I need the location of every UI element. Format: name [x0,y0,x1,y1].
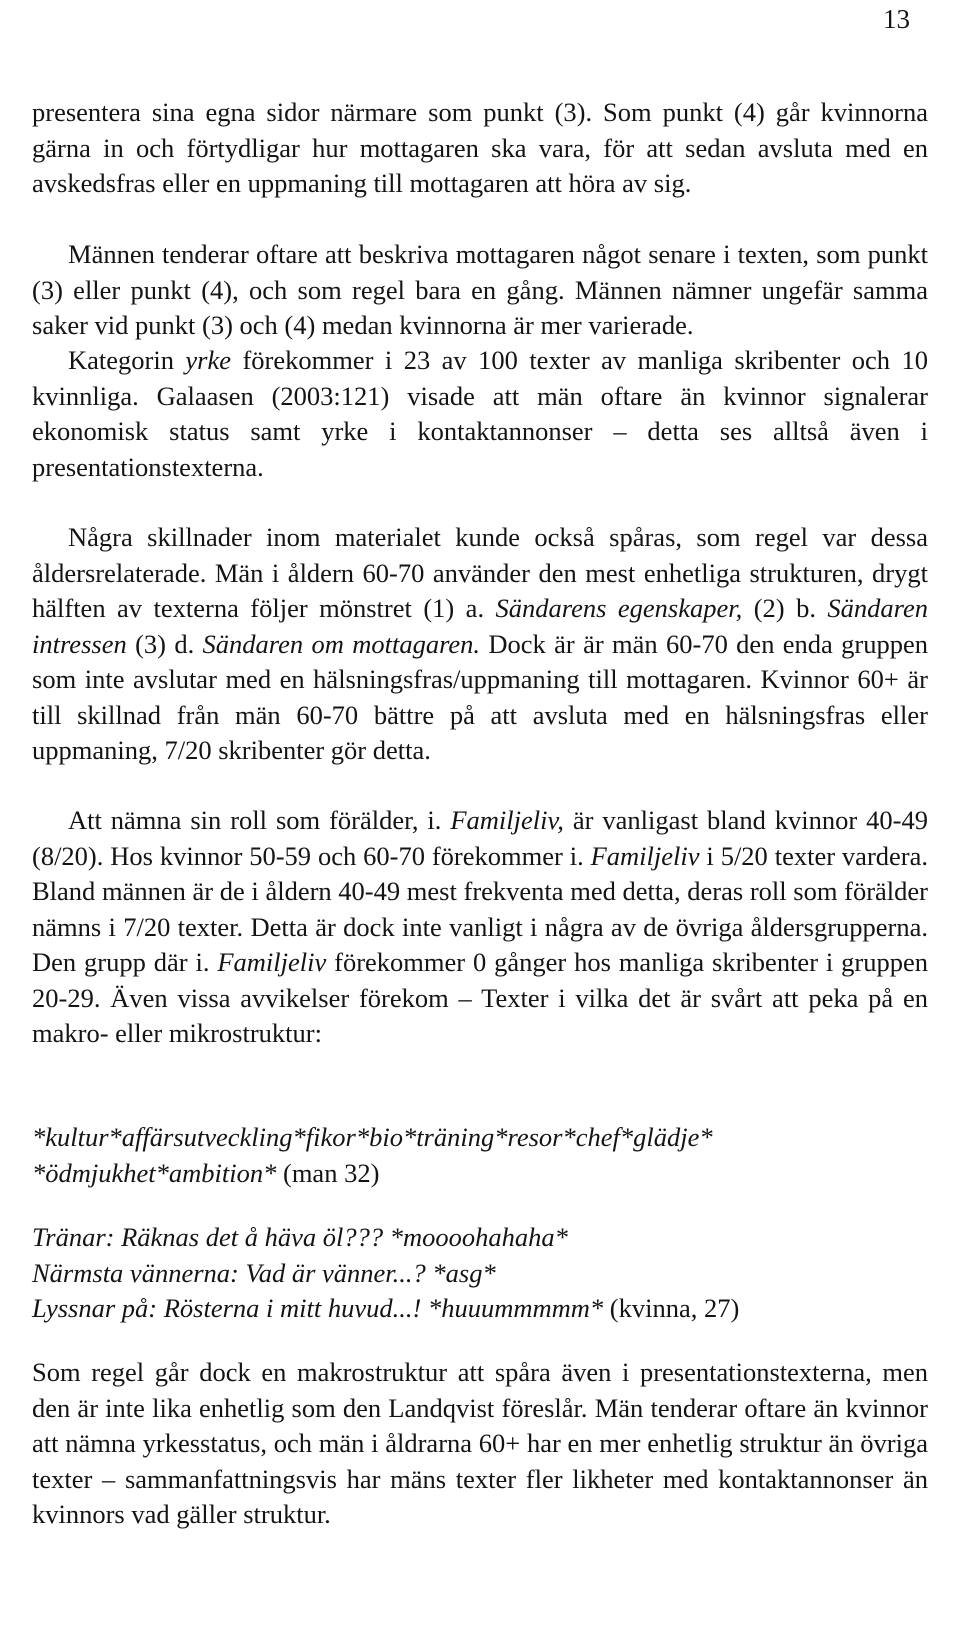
example-quote-1 [32,1120,928,1191]
example-2-line-2: Närmsta vännerna: Vad är vänner...? *asg* [32,1257,496,1288]
example-1-line-2: *ödmjukhet*ambition* (man 32) [32,1157,380,1188]
example-2-line-3: Lyssnar på: Rösterna i mitt huvud...! *huuummmmm* (kvinna, 27) [32,1293,740,1323]
paragraph-3: Kategorin yrke förekommer i 23 av 100 texter av manliga skribenter och 10 kvinnliga. Galaasen (2003:121) visade att män oftare än kvinnor signalerar ekonomisk status samt yrke i kontaktannonser – detta ses alltså även i presentationstexterna. [32,345,928,482]
paragraph-4: Några skillnader inom materialet kunde också spåras, som regel var dessa åldersrelaterade. Män i åldern 60-70 använder den mest enhetliga strukturen, drygt hälften av texterna följer mönstret (1) a. Sändarens egenskaper, (2) b. Sändaren intressen (3) d. Sändaren om mottagaren. Dock är är män 60-70 den enda gruppen som inte avslutar med en hälsningsfras/uppmaning till mottagaren. Kvinnor 60+ är till skillnad från män 60-70 bättre på att avsluta med en hälsningsfras eller uppmaning, 7/20 skribenter gör detta. [32,522,929,765]
paragraph-2: Männen tenderar oftare att beskriva mottagaren något senare i texten, som punkt (3) eller punkt (4), och som regel bara en gång. Männen nämner ungefär samma saker vid punkt (3) och (4) medan kvinnorna är mer varierade. [32,239,928,340]
example-quote-2 [32,1220,928,1327]
page-number: 13 [883,4,910,34]
example-1-line-1: *kultur*affärsutveckling*fikor*bio*träning*resor*chef*glädje* [32,1122,713,1152]
paragraph-5: Att nämna sin roll som förälder, i. Familjeliv, är vanligast bland kvinnor 40-49 (8/20). Hos kvinnor 50-59 och 60-70 förekommer i. Familjeliv i 5/20 texter vardera. Bland männen är de i åldern 40-49 mest frekventa med detta, deras roll som förälder nämns i 7/20 texter. Detta är dock inte vanligt i några av de övriga åldersgrupperna. Den grupp där i. Familjeliv förekommer 0 gånger hos manliga skribenter i gruppen 20-29. Även vissa avvikelser förekom – Texter i vilka det är svårt att peka på en makro- eller mikrostruktur: [32,805,929,1048]
paragraph-6: Som regel går dock en makrostruktur att spåra även i presentationstexterna, men den är inte lika enhetlig som den Landqvist föreslår. Män tenderar oftare än kvinnor att nämna yrkesstatus, och män i åldrarna 60+ har en mer enhetlig struktur än övriga texter – sammanfattningsvis har mäns texter fler likheter med kontaktannonser än kvinnors vad gäller struktur. [32,1357,928,1529]
paragraph-1: presentera sina egna sidor närmare som punkt (3). Som punkt (4) går kvinnorna gärna in och förtydligar hur mottagaren ska vara, för att sedan avsluta med en avskedsfras eller en uppmaning till mottagaren att höra av sig. [32,97,928,198]
example-2-line-1: Tränar: Räknas det å häva öl??? *moooohahaha* [32,1222,568,1252]
